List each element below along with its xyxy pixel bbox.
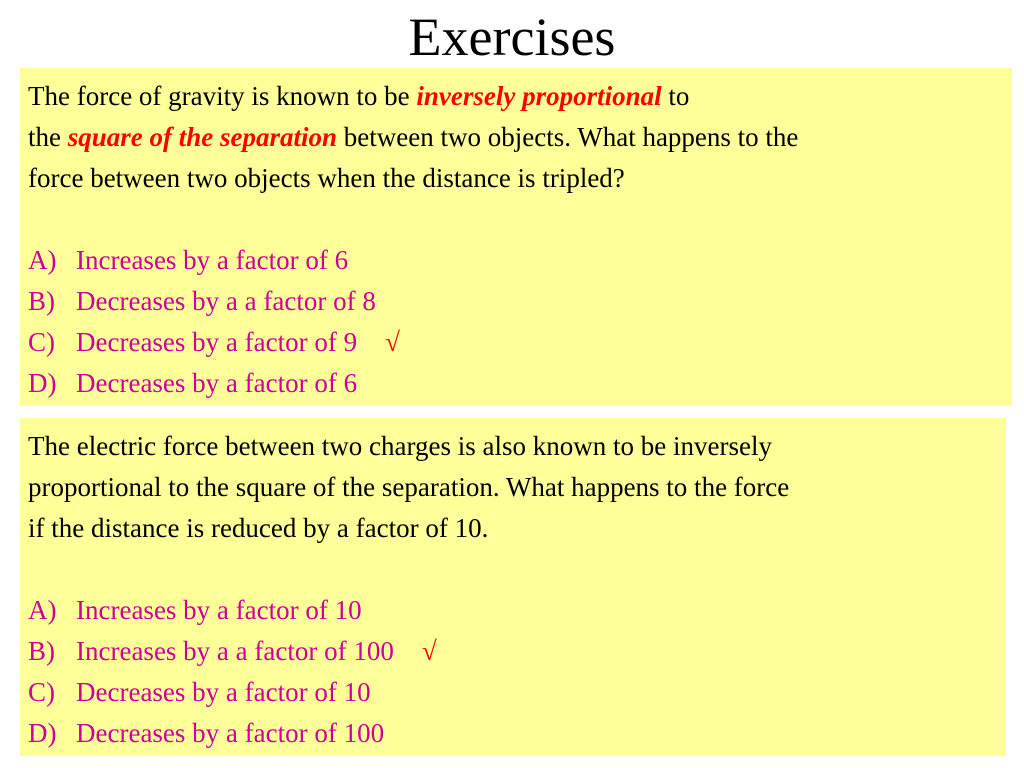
option-text: Increases by a a factor of 100	[76, 636, 394, 666]
question-1-text: to	[661, 81, 690, 111]
q1-option-d	[28, 363, 1002, 404]
question-2-line-2: proportional to the square of the separation. What happens to the force	[28, 472, 790, 502]
q1-option-b	[28, 281, 1002, 322]
spacer	[28, 199, 1002, 240]
q1-option-a	[28, 240, 1002, 281]
spacer	[28, 549, 996, 590]
question-1-text: between two objects. What happens to the	[337, 122, 799, 152]
option-text: Decreases by a factor of 100	[76, 718, 385, 748]
option-letter: C)	[28, 677, 55, 707]
question-1-line-2	[28, 117, 1002, 158]
question-2-line-1: The electric force between two charges is also known to be inversely	[28, 431, 772, 461]
option-text: Decreases by a factor of 6	[76, 368, 358, 398]
q2-option-d	[28, 713, 996, 754]
emphasis-inversely-proportional: inversely proportional	[416, 81, 662, 111]
question-1-line-3: force between two objects when the distance is tripled?	[28, 163, 625, 193]
q2-option-b	[28, 631, 996, 672]
check-mark-icon: √	[385, 327, 400, 357]
option-letter: B)	[28, 636, 55, 666]
question-1-text: the	[28, 122, 68, 152]
q1-option-c	[28, 322, 1002, 363]
option-text: Decreases by a factor of 9	[76, 327, 358, 357]
check-mark-icon: √	[421, 636, 437, 666]
option-letter: B)	[28, 286, 55, 316]
question-2-line-3: if the distance is reduced by a factor of 10.	[28, 513, 489, 543]
option-letter: A)	[28, 245, 57, 275]
question-panel-2	[20, 418, 1006, 756]
q2-option-a	[28, 590, 996, 631]
option-letter: C)	[28, 327, 55, 357]
option-letter: A)	[28, 595, 57, 625]
q2-option-c	[28, 672, 996, 713]
option-text: Decreases by a a factor of 8	[76, 286, 376, 316]
option-text: Decreases by a factor of 10	[76, 677, 371, 707]
page-title: Exercises	[408, 7, 616, 67]
question-1-text: The force of gravity is known to be	[28, 81, 417, 111]
option-text: Increases by a factor of 10	[76, 595, 362, 625]
option-letter: D)	[28, 718, 57, 748]
option-letter: D)	[28, 368, 57, 398]
option-text: Increases by a factor of 6	[76, 245, 349, 275]
question-panel-1	[20, 68, 1012, 406]
question-1-line-1	[28, 76, 1002, 117]
emphasis-square-of-separation: square of the separation	[67, 122, 338, 152]
